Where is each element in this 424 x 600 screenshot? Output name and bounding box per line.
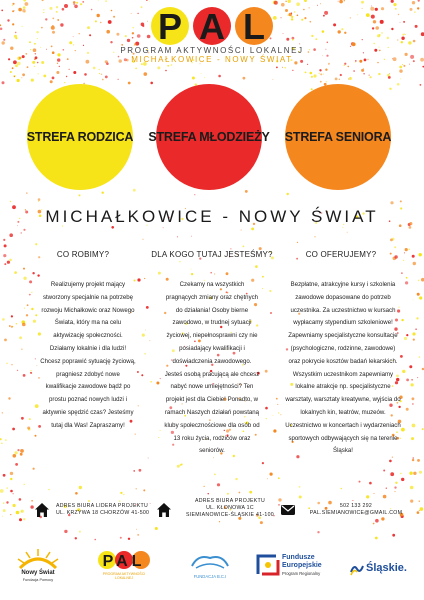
zone-parent-label: STREFA RODZICA <box>26 130 134 144</box>
footer-contact <box>280 498 420 528</box>
pal-logo <box>0 4 424 70</box>
program-name: PROGRAM AKTYWNOŚCI LOKALNEJ <box>120 46 304 55</box>
column-title-what: CO ROBIMY? <box>56 250 110 259</box>
footer-office-leader-line1: ADRES BIURA LIDERA PROJEKTU <box>56 503 148 509</box>
footer-office-project-line3: SIEMIANOWICE-ŚLĄSKIE 41-100 <box>186 512 274 518</box>
partner-logos-bar <box>0 548 424 600</box>
pal-logo-letters <box>150 6 274 46</box>
slaskie-logo <box>350 548 416 592</box>
footer-office-project-line1: ADRES BIURA PROJEKTU <box>195 498 265 504</box>
slaskie-wave-icon <box>350 562 364 576</box>
eu-funds-icon <box>256 554 280 576</box>
column-body-who <box>164 279 260 458</box>
pal-letter-a: A <box>199 6 225 46</box>
column-title-who: DLA KOGO TUTAJ JESTEŚMY? <box>151 250 273 259</box>
home-icon <box>156 502 172 518</box>
column-body-what <box>40 279 136 433</box>
fundusze-europejskie-logo <box>256 548 334 592</box>
column-text-who: Czekamy na wszystkich pragnących zmiany oraz chętnych do działania! Osoby bierne zawodowo, w trudnej sytuacji życiowej, niepełnosprawni czy nie posiadający kwalifikacji i doświadczenia zawodowego. Jesteś osobą pracującą ale chcesz nabyć nowe umiejętności? Ten projekt jest dla Ciebie! Ponadto, w ramach Naszych działań powstaną kluby społecznościowe dla osób od 13 roku życia, rodziców oraz seniorów. <box>164 281 260 455</box>
sun-icon <box>10 548 66 570</box>
fundusze-line1: Fundusze <box>282 554 315 561</box>
footer-office-project-line2: UL. KŁONOWA 1C <box>206 505 254 511</box>
fundusze-line3: Program Regionalny <box>282 571 321 576</box>
slaskie-name: Śląskie. <box>366 562 407 574</box>
pal-small-program: PROGRAM AKTYWNOŚCI LOKALNEJ <box>102 572 146 580</box>
footer-office-leader <box>34 498 154 528</box>
footer-email: PAL.SIEMIANOWICE@GMAIL.COM <box>309 510 403 516</box>
nowy-swiat-sub: Fundacja Pomocy <box>22 578 54 582</box>
column-text-offer: Bezpłatne, atrakcyjne kursy i szkolenia zawodowe dopasowane do potrzeb uczestnika. Za uczestnictwo w kursach wypłacamy stypendium szkoleniowe! Zapewniamy specjalistyczne konsultacje (psychologiczne, rodzinne, zawodowe) oraz pokrycie kosztów badań lekarskich. Wszystkim uczestnikom zapewniamy lokalne atrakcje np. specjalistyczne warsztaty, warsztaty kreatywne, wyjścia do lokalnych kin, teatrów, muzeów. Uczestnictwo w koncertach i wydarzeniach sportowych odbywających się na terenie Śląska! <box>285 281 401 455</box>
pal-small-mark <box>96 548 152 570</box>
zone-youth-label: STREFA MŁODZIEŻY <box>148 130 270 144</box>
footer-office-project <box>156 498 286 528</box>
pal-small-logo <box>96 548 152 592</box>
zone-senior-label: STREFA SENIORA <box>284 130 392 144</box>
pal-small-text: PAL <box>102 553 146 570</box>
column-title-offer: CO OFERUJEMY? <box>305 250 377 259</box>
fundacja-bci-logo <box>184 548 236 592</box>
column-text-what: Realizujemy projekt mający stworzony specjalnie na potrzebę rozwoju Michałkowic oraz Nowego Świata, który ma na celu aktywizację społeczności. Działamy lokalnie i dla ludzi! Chcesz poprawić sytuację życiową, pragniesz zdobyć nowe kwalifikacje zawodowe bądź po prostu poznać nowych ludzi i aktywnie spędzić czas? Jesteśmy tutaj dla Was! Zapraszamy! <box>40 281 136 429</box>
page-headline: MICHAŁKOWICE - NOWY ŚWIAT <box>45 207 379 226</box>
zone-parent-circle <box>27 84 133 190</box>
footer-office-leader-line2: UL. KRZYWA 18 CHORZÓW 41-500 <box>56 510 150 516</box>
fundusze-line2: Europejskie <box>282 562 322 569</box>
phone-mail-icon <box>280 502 296 518</box>
pal-letter-p: P <box>157 6 183 46</box>
nowy-swiat-logo <box>10 548 66 592</box>
fundacja-name: FUNDACJA B.C.I <box>193 574 227 579</box>
pal-letter-l: L <box>243 6 265 46</box>
zone-youth-circle <box>148 84 270 190</box>
zone-senior-circle <box>285 84 391 190</box>
home-icon <box>34 502 50 518</box>
nowy-swiat-name: Nowy Świat <box>21 570 55 576</box>
column-body-offer <box>284 279 402 458</box>
hands-icon <box>184 548 236 572</box>
program-town: MICHAŁKOWICE - NOWY ŚWIAT <box>131 55 293 64</box>
footer-phone: 502 133 292 <box>339 503 373 509</box>
